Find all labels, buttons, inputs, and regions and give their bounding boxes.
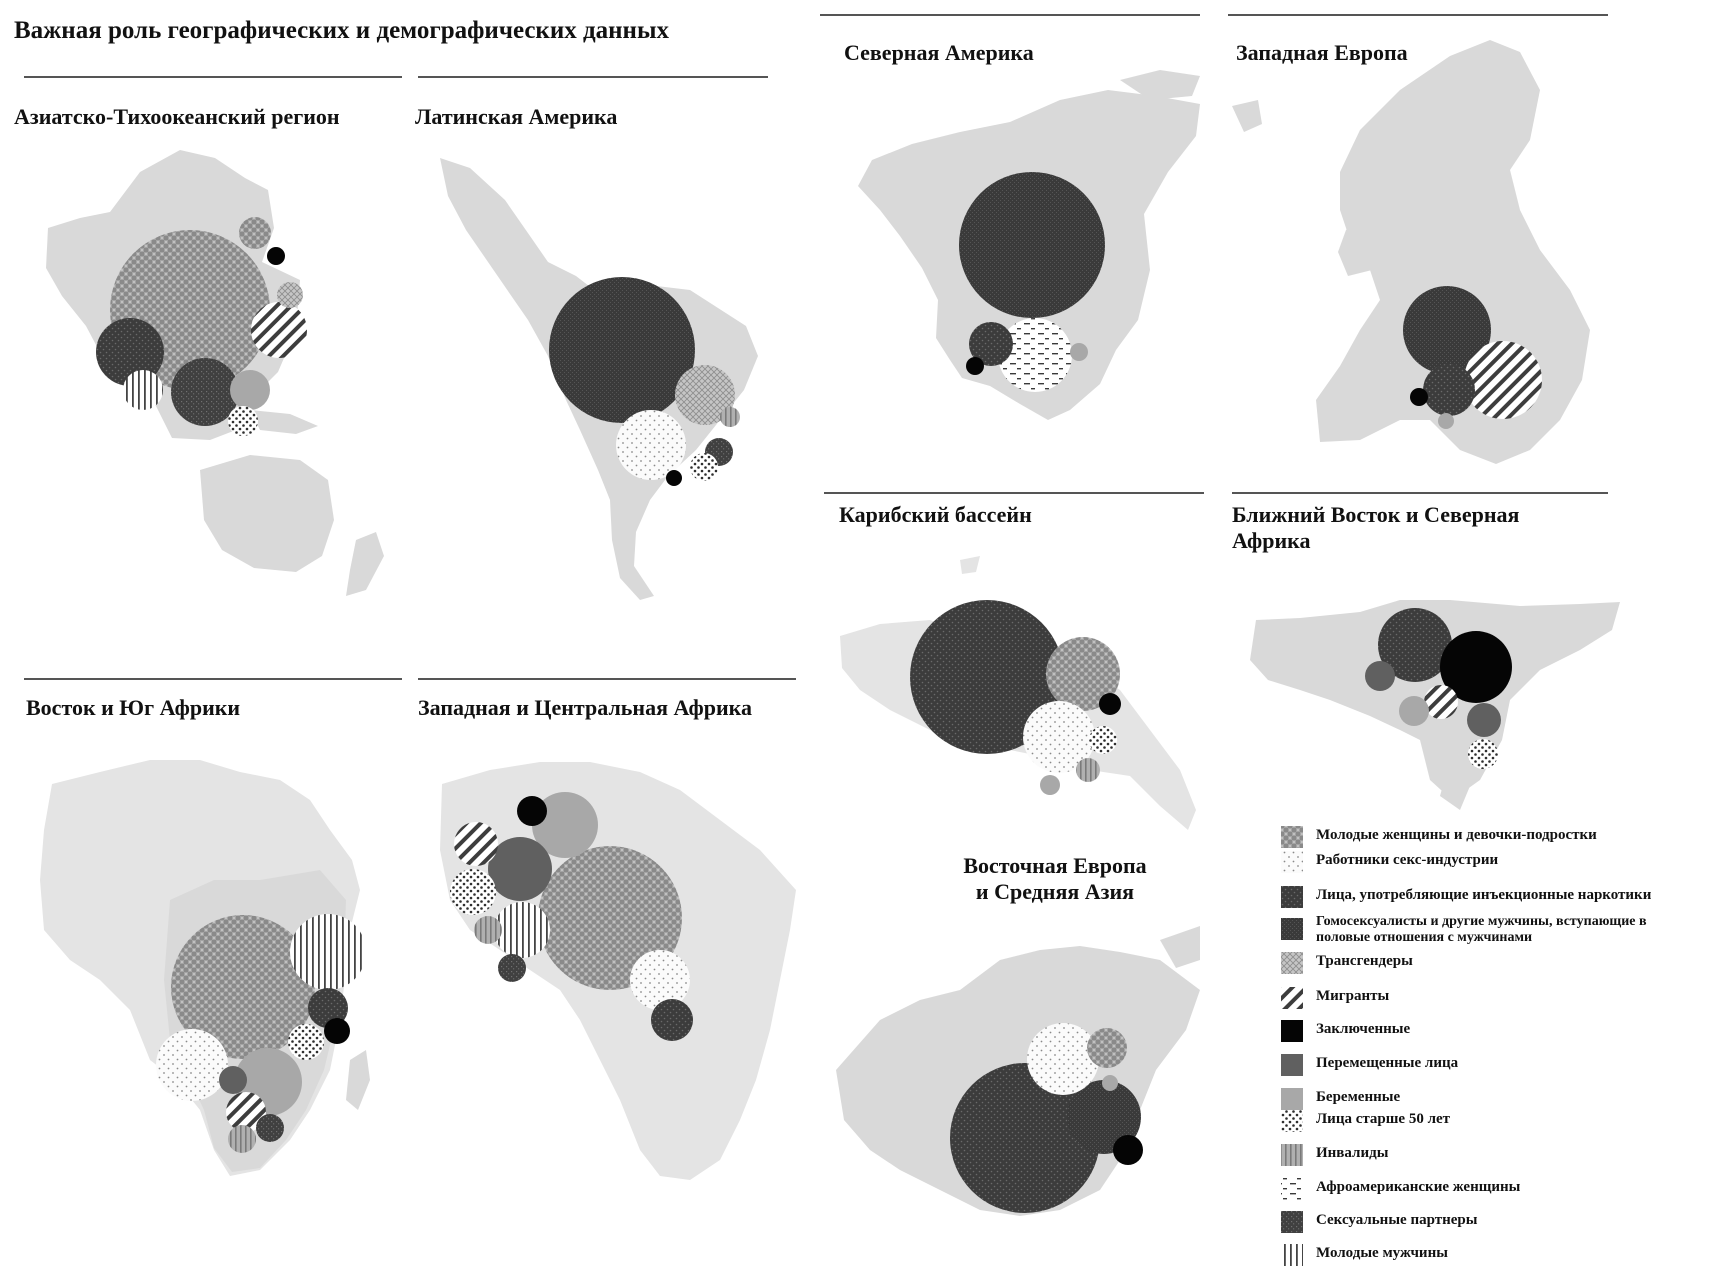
bubble-latin-america-light-dots [616, 410, 686, 480]
legend-swatch-grey-vertical [1281, 1144, 1303, 1166]
bubble-western-europe-dark-dots [1423, 364, 1475, 416]
legend-label: Сексуальные партнеры [1316, 1212, 1478, 1228]
circles-caribbean [910, 600, 1121, 795]
bubble-east-south-africa-dark-speckle [256, 1114, 284, 1142]
legend-label: Молодые мужчины [1316, 1245, 1448, 1261]
bubble-west-central-africa-light-dots [630, 950, 690, 1010]
legend-label: Афроамериканские женщины [1316, 1179, 1521, 1195]
bubble-east-south-africa-grey-vertical [228, 1125, 256, 1153]
legend-swatch-dark-dots [1281, 886, 1303, 908]
bubble-asia-pacific-black-dots-on-white [228, 406, 258, 436]
bubble-eastern-europe-central-asia-solid-light-grey [1102, 1075, 1118, 1091]
region-title-caribbean: Карибский бассейн [839, 502, 1032, 527]
legend-label: Трансгендеры [1316, 953, 1413, 969]
bubble-mena-solid-dark-grey [1467, 703, 1501, 737]
legend-label: Лица, употребляющие инъекционные наркотики [1316, 887, 1652, 903]
legend-swatch-checker-grey [1281, 826, 1303, 848]
main-title: Важная роль географических и демографических данных [14, 17, 669, 44]
bubble-caribbean-solid-black [1099, 693, 1121, 715]
legend-swatch-solid-light-grey [1281, 1088, 1303, 1110]
legend-swatch-light-dots [1281, 851, 1303, 873]
bubble-asia-pacific-checker-grey [239, 217, 271, 249]
legend-label: Беременные [1316, 1089, 1401, 1105]
legend-label: Лица старше 50 лет [1316, 1111, 1451, 1127]
bubble-west-central-africa-vertical-lines [494, 902, 550, 958]
circles-north-america [959, 172, 1105, 392]
bubble-east-south-africa-black-dots-on-white [288, 1024, 324, 1060]
region-title-east-south-africa: Восток и Юг Африки [26, 695, 241, 720]
legend-swatch-crosshatch-grey [1281, 952, 1303, 974]
bubble-western-europe-diagonal-stripes [1464, 341, 1542, 419]
region-title-eastern-europe [963, 853, 1146, 904]
bubble-mena-solid-dark-grey [1365, 661, 1395, 691]
bubble-asia-pacific-vertical-lines [123, 370, 163, 410]
region-title-north-america: Северная Америка [844, 40, 1034, 65]
legend-swatch-solid-black [1281, 1020, 1303, 1042]
bubble-west-central-africa-dark-dots [651, 999, 693, 1041]
legend-label: Инвалиды [1316, 1145, 1389, 1161]
region-title-asia-pacific: Азиатско-Тихоокеанский регион [14, 104, 340, 129]
legend-swatch-solid-dark-grey [1281, 1054, 1303, 1076]
legend-label: Молодые женщины и девочки-подростки [1316, 827, 1597, 843]
legend-label: Гомосексуалисты и другие мужчины, вступающие в половые отношения с мужчинами [1316, 914, 1647, 945]
region-title-mena-line2: Африка [1232, 528, 1311, 553]
bubble-caribbean-black-dots-on-white [1089, 726, 1117, 754]
bubble-mena-solid-light-grey [1399, 696, 1429, 726]
bubble-west-central-africa-diagonal-stripes [454, 822, 498, 866]
bubble-mena-black-dots-on-white [1468, 739, 1498, 769]
legend-label: Мигранты [1316, 988, 1390, 1004]
region-title-mena [1232, 502, 1520, 553]
bubble-west-central-africa-solid-black [517, 796, 547, 826]
bubble-west-central-africa-black-dots-on-white [450, 869, 496, 915]
legend-label: Перемещенные лица [1316, 1055, 1459, 1071]
bubble-east-south-africa-solid-black [324, 1018, 350, 1044]
bubble-mena-diagonal-stripes [1424, 685, 1458, 719]
region-title-eastern-europe-line1: Восточная Европа [963, 853, 1147, 878]
bubble-eastern-europe-central-asia-light-dots [1027, 1023, 1099, 1095]
bubble-west-central-africa-grey-vertical [474, 916, 502, 944]
bubble-west-central-africa-dark-speckle [498, 954, 526, 982]
bubble-east-south-africa-solid-dark-grey [219, 1066, 247, 1094]
bubble-latin-america-black-dots-on-white [690, 453, 718, 481]
bubble-north-america-solid-black [966, 357, 984, 375]
bubble-latin-america-dark-fine [549, 277, 695, 423]
bubble-east-south-africa-light-dots [156, 1029, 228, 1101]
bubble-north-america-dark-fine [959, 172, 1105, 318]
bubble-asia-pacific-crosshatch-grey [277, 282, 303, 308]
bubble-asia-pacific-solid-black [267, 247, 285, 265]
bubble-latin-america-grey-vertical [720, 407, 740, 427]
bubble-asia-pacific-diagonal-stripes [251, 302, 307, 358]
region-title-western-europe: Западная Европа [1236, 40, 1408, 65]
bubble-asia-pacific-solid-light-grey [230, 370, 270, 410]
bubble-western-europe-solid-light-grey [1438, 413, 1454, 429]
legend-swatch-black-dots-on-white [1281, 1110, 1303, 1132]
bubble-caribbean-solid-light-grey [1040, 775, 1060, 795]
legend-label: Заключенные [1316, 1021, 1411, 1037]
legend-swatch-dark-fine [1281, 918, 1303, 940]
region-title-eastern-europe-line2: и Средняя Азия [975, 879, 1135, 904]
bubble-latin-america-solid-black [666, 470, 682, 486]
bubble-western-europe-solid-black [1410, 388, 1428, 406]
bubble-north-america-solid-light-grey [1070, 343, 1088, 361]
bubble-eastern-europe-central-asia-solid-black [1113, 1135, 1143, 1165]
legend-swatch-diagonal-stripes [1281, 987, 1303, 1009]
region-title-west-central-africa: Западная и Центральная Африка [418, 695, 753, 720]
legend-swatch-dashes [1281, 1178, 1303, 1200]
bubble-eastern-europe-central-asia-checker-grey [1087, 1028, 1127, 1068]
legend-label: Работники секс-индустрии [1316, 852, 1499, 868]
bubble-asia-pacific-dark-speckle [171, 358, 239, 426]
legend-swatch-dark-speckle [1281, 1211, 1303, 1233]
bubble-caribbean-grey-vertical [1076, 758, 1100, 782]
region-title-latin-america: Латинская Америка [415, 104, 618, 129]
circles-east-south-africa [156, 914, 366, 1153]
region-title-mena-line1: Ближний Восток и Северная [1232, 502, 1520, 527]
legend-swatch-vertical-lines [1281, 1244, 1303, 1266]
bubble-east-south-africa-vertical-lines [290, 914, 366, 990]
legend [1281, 826, 1652, 1266]
